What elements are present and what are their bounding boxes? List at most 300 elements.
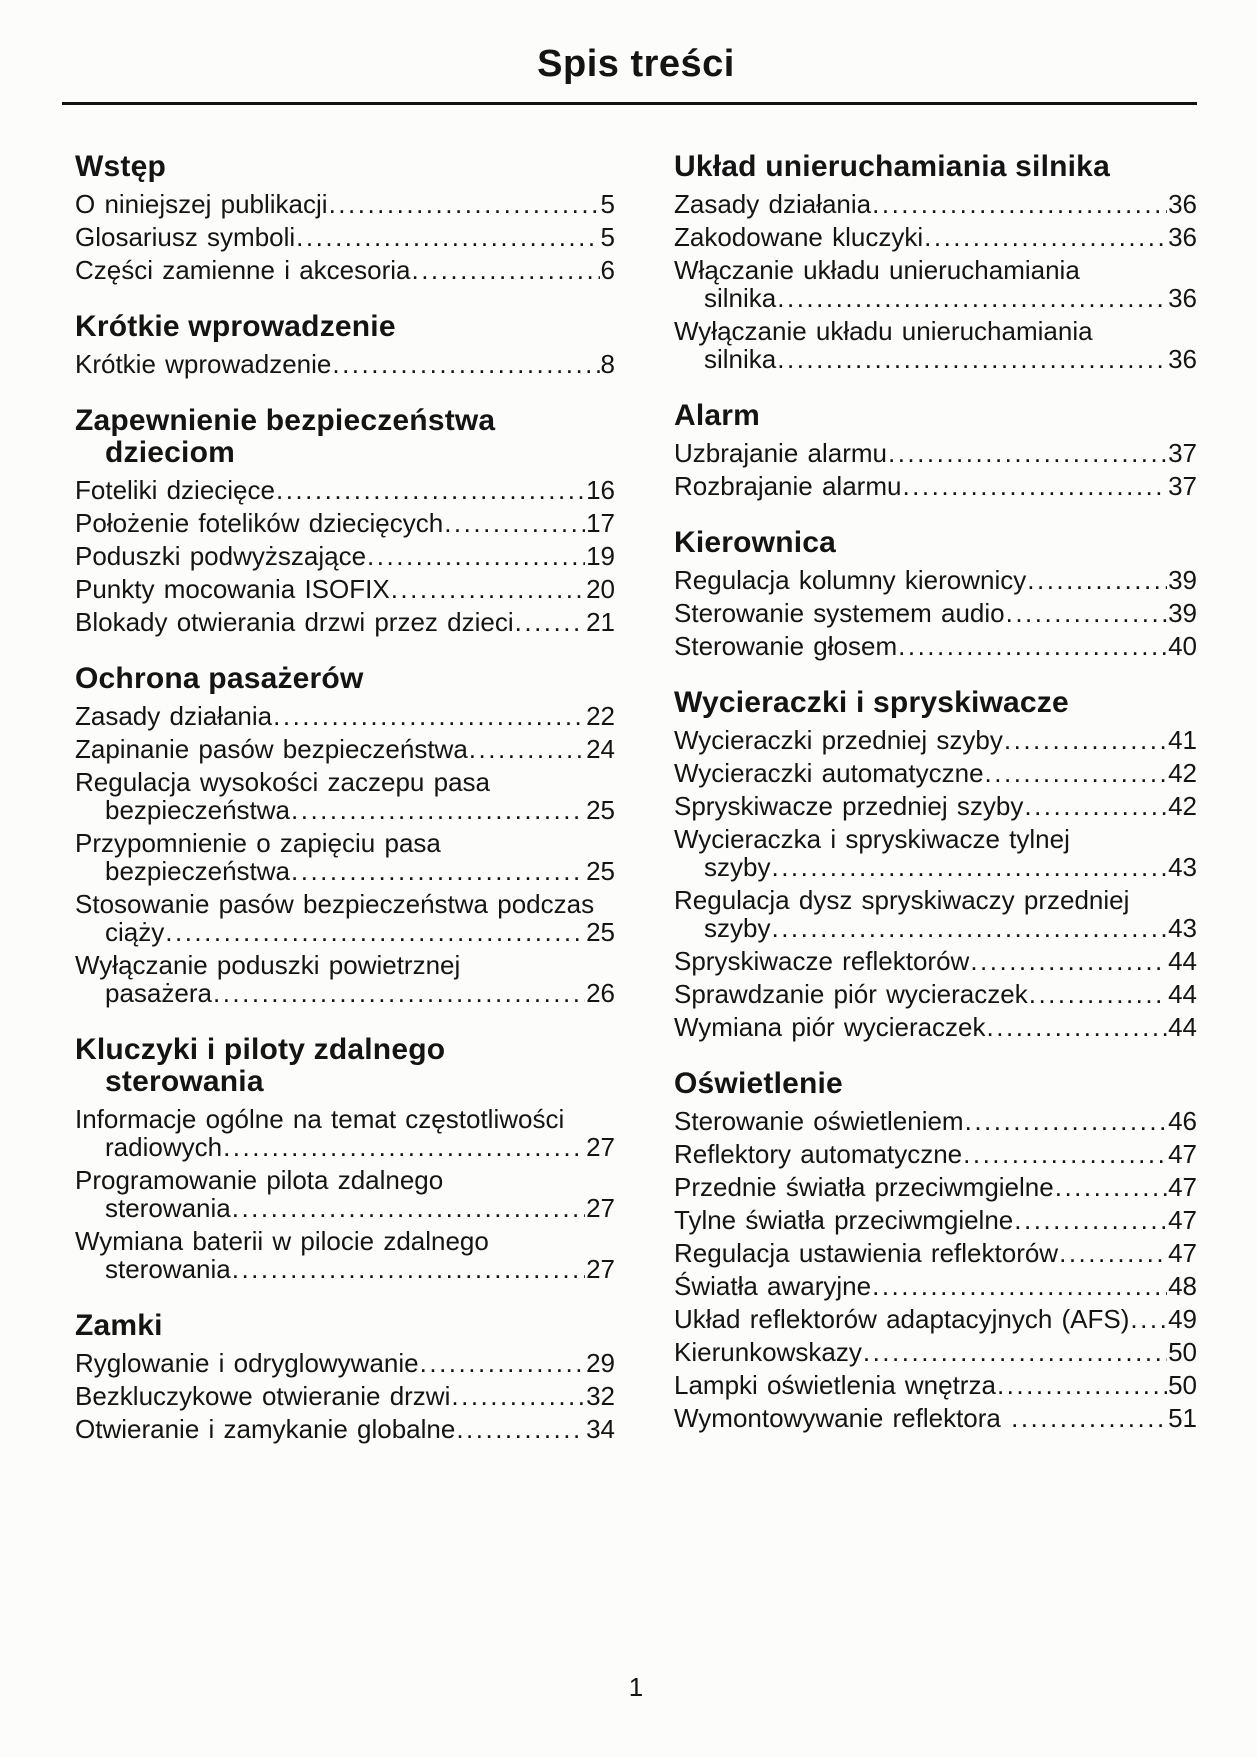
toc-entry-title: O niniejszej publikacji [75,189,328,219]
toc-entry-line [75,1415,615,1443]
toc-entry-line [75,918,615,946]
toc-entry-page-number: 24 [586,734,615,764]
toc-entry [674,980,1197,1008]
dot-leader [771,914,1167,942]
toc-entry-title: Przednie światła przeciwmgielne [674,1172,1054,1202]
toc-entry-title: Krótkie wprowadzenie [75,349,332,379]
toc-entry [75,829,615,885]
dot-leader [515,608,585,636]
toc-entry-line [674,256,1197,284]
toc-entry-title: Regulacja wysokości zaczepu pasa [75,767,490,797]
toc-entry [674,256,1197,312]
toc-entry-line [674,886,1197,914]
toc-entry-page-number: 44 [1168,946,1197,976]
toc-heading-line: Wycieraczki i spryskiwacze [674,686,1069,719]
dot-leader [1059,1239,1167,1267]
toc-entry [75,1382,615,1410]
toc-entry-line [674,1272,1197,1300]
toc-entry [674,1140,1197,1168]
toc-heading-line: Układ unieruchamiania silnika [674,150,1110,183]
toc-entry-page-number: 47 [1168,1238,1197,1268]
dot-leader [1055,1173,1167,1201]
toc-entry-title: Zasady działania [75,701,273,731]
toc-entry [674,1013,1197,1041]
toc-entry-line [75,1166,615,1194]
toc-heading-line: Zamki [75,1309,163,1342]
toc-entry-title: Otwieranie i zamykanie globalne [75,1414,456,1444]
toc-entry-page-number: 29 [586,1348,615,1378]
toc-entry-title: Glosariusz symboli [75,222,296,252]
toc-section [75,663,615,1007]
dot-leader [1130,1305,1167,1333]
toc-entry [75,256,615,284]
toc-section-heading [674,151,1197,183]
toc-entry-line [75,190,615,218]
toc-entry-title: Wymiana piór wycieraczek [674,1012,986,1042]
toc-entry [674,1206,1197,1234]
toc-entry [75,1415,615,1443]
toc-section [75,1034,615,1283]
toc-entry-line [75,702,615,730]
toc-entry-title: szyby [704,852,771,882]
toc-column-left [75,151,615,1448]
toc-section-heading [75,151,615,183]
toc-entry [674,439,1197,467]
toc-entry-title: Rozbrajanie alarmu [674,471,902,501]
toc-entry-line [75,509,615,537]
dot-leader [291,857,585,885]
toc-entry [75,509,615,537]
toc-entry-page-number: 25 [586,795,615,825]
toc-entry-page-number: 47 [1168,1172,1197,1202]
toc-entry-line [674,223,1197,251]
toc-entry-title: sterowania [105,1193,231,1223]
toc-entry-title: Spryskiwacze reflektorów [674,946,970,976]
dot-leader [888,439,1167,467]
toc-section-heading [75,663,615,695]
dot-leader [273,702,585,730]
toc-entry-page-number: 36 [1168,283,1197,313]
dot-leader [1004,726,1167,754]
toc-entry-title: Stosowanie pasów bezpieczeństwa podczas [75,889,595,919]
toc-section-heading [674,1068,1197,1100]
dot-leader [391,575,585,603]
toc-entry-line [75,542,615,570]
toc-entry [674,726,1197,754]
toc-entry [674,223,1197,251]
toc-entry-title: Tylne światła przeciwmgielne [674,1205,1014,1235]
dot-leader [1014,1206,1167,1234]
toc-entry-title: Wycieraczka i spryskiwacze tylnej [674,824,1070,854]
toc-entry-line [75,256,615,284]
toc-section [674,1068,1197,1432]
toc-entry-page-number: 47 [1168,1139,1197,1169]
toc-entry-line [674,1013,1197,1041]
toc-entry-line [674,825,1197,853]
toc-entry-line [75,608,615,636]
toc-entry [674,759,1197,787]
toc-entry [674,1371,1197,1399]
toc-entry-title: bezpieczeństwa [105,856,290,886]
toc-entry-line [75,735,615,763]
toc-section [75,311,615,378]
toc-entry-title: Zakodowane kluczyki [674,222,924,252]
dot-leader [777,345,1167,373]
toc-entry-line [674,190,1197,218]
toc-entry [75,1227,615,1283]
dot-leader [329,190,600,218]
toc-entry [75,476,615,504]
toc-section [75,1310,615,1443]
toc-entry-line [674,284,1197,312]
toc-entry-title: Części zamienne i akcesoria [75,255,411,285]
toc-entry [674,599,1197,627]
dot-leader [965,1107,1167,1135]
toc-entry-page-number: 36 [1168,189,1197,219]
toc-entry-page-number: 19 [586,541,615,571]
toc-entry-line [75,1349,615,1377]
toc-entry-page-number: 5 [600,189,615,219]
toc-entry-line [75,1227,615,1255]
dot-leader [963,1140,1167,1168]
toc-entry-line [674,1371,1197,1399]
toc-entry-line [674,1140,1197,1168]
toc-entry-page-number: 25 [586,856,615,886]
toc-entry-line [75,1255,615,1283]
toc-entry-title: Sterowanie systemem audio [674,598,1005,628]
toc-heading-line: Wstęp [75,150,166,183]
dot-leader [296,223,599,251]
toc-entry-page-number: 16 [586,475,615,505]
toc-entry [75,223,615,251]
toc-entry-title: Sterowanie oświetleniem [674,1106,964,1136]
dot-leader [367,542,585,570]
toc-entry-title: bezpieczeństwa [105,795,290,825]
dot-leader [872,1272,1167,1300]
toc-section [674,687,1197,1041]
toc-entry [75,542,615,570]
dot-leader [898,632,1167,660]
toc-entry [674,825,1197,881]
toc-entry-line [674,980,1197,1008]
toc-section [75,151,615,284]
toc-heading-line: Alarm [674,399,761,432]
toc-entry-page-number: 37 [1168,438,1197,468]
toc-entry-page-number: 50 [1168,1370,1197,1400]
toc-entry [75,951,615,1007]
dot-leader [1027,566,1167,594]
toc-entry-title: Blokady otwierania drzwi przez dzieci [75,607,514,637]
toc-section-heading [75,1034,615,1098]
dot-leader [1006,599,1167,627]
toc-entry-line [674,726,1197,754]
toc-entry-line [75,796,615,824]
toc-entry-line [674,1206,1197,1234]
toc-entry-title: Lampki oświetlenia wnętrza [674,1370,996,1400]
dot-leader [332,350,599,378]
toc-section-heading [75,311,615,343]
toc-entry-page-number: 42 [1168,791,1197,821]
toc-entry-page-number: 27 [586,1193,615,1223]
dot-leader [771,853,1167,881]
dot-leader [451,1382,585,1410]
toc-entry [674,1338,1197,1366]
toc-entry-page-number: 27 [586,1254,615,1284]
toc-columns [0,105,1257,1448]
toc-entry-page-number: 25 [586,917,615,947]
toc-entry-line [75,829,615,857]
toc-entry [674,1239,1197,1267]
toc-entry-line [75,223,615,251]
toc-entry-page-number: 50 [1168,1337,1197,1367]
toc-entry-line [674,792,1197,820]
dot-leader [291,796,585,824]
toc-entry-line [674,853,1197,881]
toc-column-right [674,151,1197,1437]
toc-entry-line [674,632,1197,660]
toc-entry-page-number: 27 [586,1132,615,1162]
toc-entry-page-number: 44 [1168,979,1197,1009]
toc-entry [674,792,1197,820]
toc-entry-title: silnika [704,283,777,313]
toc-entry-page-number: 37 [1168,471,1197,501]
toc-entry-title: silnika [704,344,777,374]
toc-entry [674,1107,1197,1135]
toc-entry-line [674,317,1197,345]
dot-leader [863,1338,1167,1366]
toc-section-heading [674,400,1197,432]
toc-entry-line [674,1338,1197,1366]
toc-entry-line [75,979,615,1007]
dot-leader [456,1415,585,1443]
toc-entry-line [75,1133,615,1161]
toc-entry-line [75,857,615,885]
toc-entry [674,472,1197,500]
toc-entry-page-number: 40 [1168,631,1197,661]
toc-section-heading [75,1310,615,1342]
toc-entry-page-number: 36 [1168,344,1197,374]
toc-entry-title: Regulacja kolumny kierownicy [674,565,1027,595]
toc-entry-line [75,951,615,979]
toc-entry-line [75,575,615,603]
dot-leader [411,256,599,284]
toc-entry-line [674,1305,1197,1333]
toc-section [674,400,1197,500]
toc-entry-title: Foteliki dziecięce [75,475,275,505]
toc-heading-line: Oświetlenie [674,1067,843,1100]
toc-entry [674,1272,1197,1300]
toc-entry-line [674,566,1197,594]
toc-entry-title: Światła awaryjne [674,1271,872,1301]
toc-entry-title: Regulacja ustawienia reflektorów [674,1238,1059,1268]
toc-entry [674,1404,1197,1432]
toc-entry-page-number: 21 [586,607,615,637]
toc-entry-page-number: 5 [600,222,615,252]
toc-entry-line [75,1382,615,1410]
toc-entry-title: pasażera [105,978,212,1008]
toc-entry-title: Bezkluczykowe otwieranie drzwi [75,1381,451,1411]
page-title: Spis treści [537,43,735,85]
toc-entry-title: Położenie fotelików dziecięcych [75,508,444,538]
toc-entry-page-number: 32 [586,1381,615,1411]
toc-entry [75,1166,615,1222]
toc-entry-title: Uzbrajanie alarmu [674,438,887,468]
toc-entry-title: Włączanie układu unieruchamiania [674,255,1080,285]
toc-entry-page-number: 43 [1168,913,1197,943]
toc-entry [75,702,615,730]
toc-heading-line: Krótkie wprowadzenie [75,310,396,343]
toc-entry-title: Punkty mocowania ISOFIX [75,574,390,604]
dot-leader [1029,980,1167,1008]
toc-section-heading [674,527,1197,559]
toc-entry-line [75,1194,615,1222]
toc-entry-title: Wycieraczki przedniej szyby [674,725,1003,755]
toc-entry-page-number: 26 [586,978,615,1008]
toc-entry-title: Programowanie pilota zdalnego [75,1165,444,1195]
toc-section [674,151,1197,373]
dot-leader [223,1133,585,1161]
toc-entry [75,1349,615,1377]
toc-entry-title: Przypomnienie o zapięciu pasa [75,828,441,858]
toc-entry [75,608,615,636]
toc-entry-line [674,1173,1197,1201]
toc-entry-title: szyby [704,913,771,943]
toc-entry-title: Spryskiwacze przedniej szyby [674,791,1024,821]
dot-leader [997,1371,1167,1399]
toc-entry-title: Sterowanie głosem [674,631,898,661]
toc-heading-line: dzieciom [105,436,235,469]
toc-entry [674,317,1197,373]
toc-entry-page-number: 49 [1168,1304,1197,1334]
toc-entry-line [674,914,1197,942]
toc-entry-page-number: 43 [1168,852,1197,882]
toc-entry-title: Wycieraczki automatyczne [674,758,984,788]
toc-entry [75,735,615,763]
toc-entry-page-number: 20 [586,574,615,604]
toc-section-heading [674,687,1197,719]
toc-entry-page-number: 44 [1168,1012,1197,1042]
toc-entry [674,947,1197,975]
toc-entry [674,886,1197,942]
toc-entry-line [75,476,615,504]
dot-leader [444,509,585,537]
toc-entry-line [75,890,615,918]
toc-entry-title: Regulacja dysz spryskiwaczy przedniej [674,885,1130,915]
toc-entry-line [674,1239,1197,1267]
toc-heading-line: Kluczyki i piloty zdalnego [75,1033,446,1066]
toc-entry-page-number: 51 [1168,1403,1197,1433]
toc-entry [75,190,615,218]
toc-entry-line [674,472,1197,500]
toc-entry-line [75,1105,615,1133]
toc-entry-title: ciąży [105,917,165,947]
toc-entry-page-number: 8 [600,349,615,379]
toc-entry-page-number: 36 [1168,222,1197,252]
toc-entry-line [674,759,1197,787]
toc-entry-line [674,439,1197,467]
dot-leader [469,735,585,763]
toc-entry [674,632,1197,660]
toc-entry-page-number: 42 [1168,758,1197,788]
toc-heading-line: sterowania [105,1065,264,1098]
dot-leader [777,284,1167,312]
dot-leader [1011,1404,1167,1432]
dot-leader [987,1013,1168,1041]
toc-entry-title: Kierunkowskazy [674,1337,862,1367]
dot-leader [902,472,1167,500]
toc-entry-line [674,1404,1197,1432]
toc-entry-line [674,947,1197,975]
toc-entry-title: Informacje ogólne na temat częstotliwości [75,1104,565,1134]
toc-entry-line [674,1107,1197,1135]
toc-entry-page-number: 34 [586,1414,615,1444]
toc-entry-line [674,599,1197,627]
dot-leader [232,1255,585,1283]
toc-entry-title: Reflektory automatyczne [674,1139,963,1169]
toc-entry-page-number: 41 [1168,725,1197,755]
toc-entry [75,890,615,946]
toc-entry-title: Wyłączanie układu unieruchamiania [674,316,1093,346]
toc-entry-page-number: 17 [586,508,615,538]
toc-entry-line [75,768,615,796]
toc-entry-title: Wymiana baterii w pilocie zdalnego [75,1226,489,1256]
toc-section [674,527,1197,660]
toc-entry-page-number: 22 [586,701,615,731]
toc-entry-page-number: 48 [1168,1271,1197,1301]
dot-leader [276,476,585,504]
toc-entry [674,1305,1197,1333]
dot-leader [165,918,585,946]
dot-leader [213,979,585,1007]
dot-leader [872,190,1167,218]
page-number-footer: 1 [628,1672,644,1702]
toc-entry-page-number: 39 [1168,565,1197,595]
toc-entry [674,190,1197,218]
toc-entry-page-number: 46 [1168,1106,1197,1136]
toc-entry [75,768,615,824]
toc-entry-title: Sprawdzanie piór wycieraczek [674,979,1028,1009]
toc-entry [674,566,1197,594]
dot-leader [985,759,1168,787]
toc-entry-line [674,345,1197,373]
toc-section [75,405,615,636]
toc-entry [674,1173,1197,1201]
toc-entry-title: Wyłączanie poduszki powietrznej [75,950,461,980]
dot-leader [970,947,1167,975]
toc-entry-title: Wymontowywanie reflektora [674,1403,1011,1433]
toc-entry-title: Zasady działania [674,189,872,219]
toc-entry-title: Poduszki podwyższające [75,541,367,571]
toc-section-heading [75,405,615,469]
dot-leader [420,1349,585,1377]
toc-entry [75,1105,615,1161]
dot-leader [924,223,1167,251]
toc-entry [75,575,615,603]
toc-entry-title: Zapinanie pasów bezpieczeństwa [75,734,468,764]
toc-entry-page-number: 47 [1168,1205,1197,1235]
toc-entry-title: Układ reflektorów adaptacyjnych (AFS) [674,1304,1130,1334]
toc-entry-page-number: 6 [600,255,615,285]
toc-entry-page-number: 39 [1168,598,1197,628]
dot-leader [232,1194,585,1222]
page-header [0,0,1257,105]
toc-heading-line: Ochrona pasażerów [75,662,364,695]
toc-heading-line: Zapewnienie bezpieczeństwa [75,404,496,437]
toc-entry-line [75,350,615,378]
toc-entry-title: Ryglowanie i odryglowywanie [75,1348,419,1378]
toc-entry [75,350,615,378]
toc-heading-line: Kierownica [674,526,837,559]
